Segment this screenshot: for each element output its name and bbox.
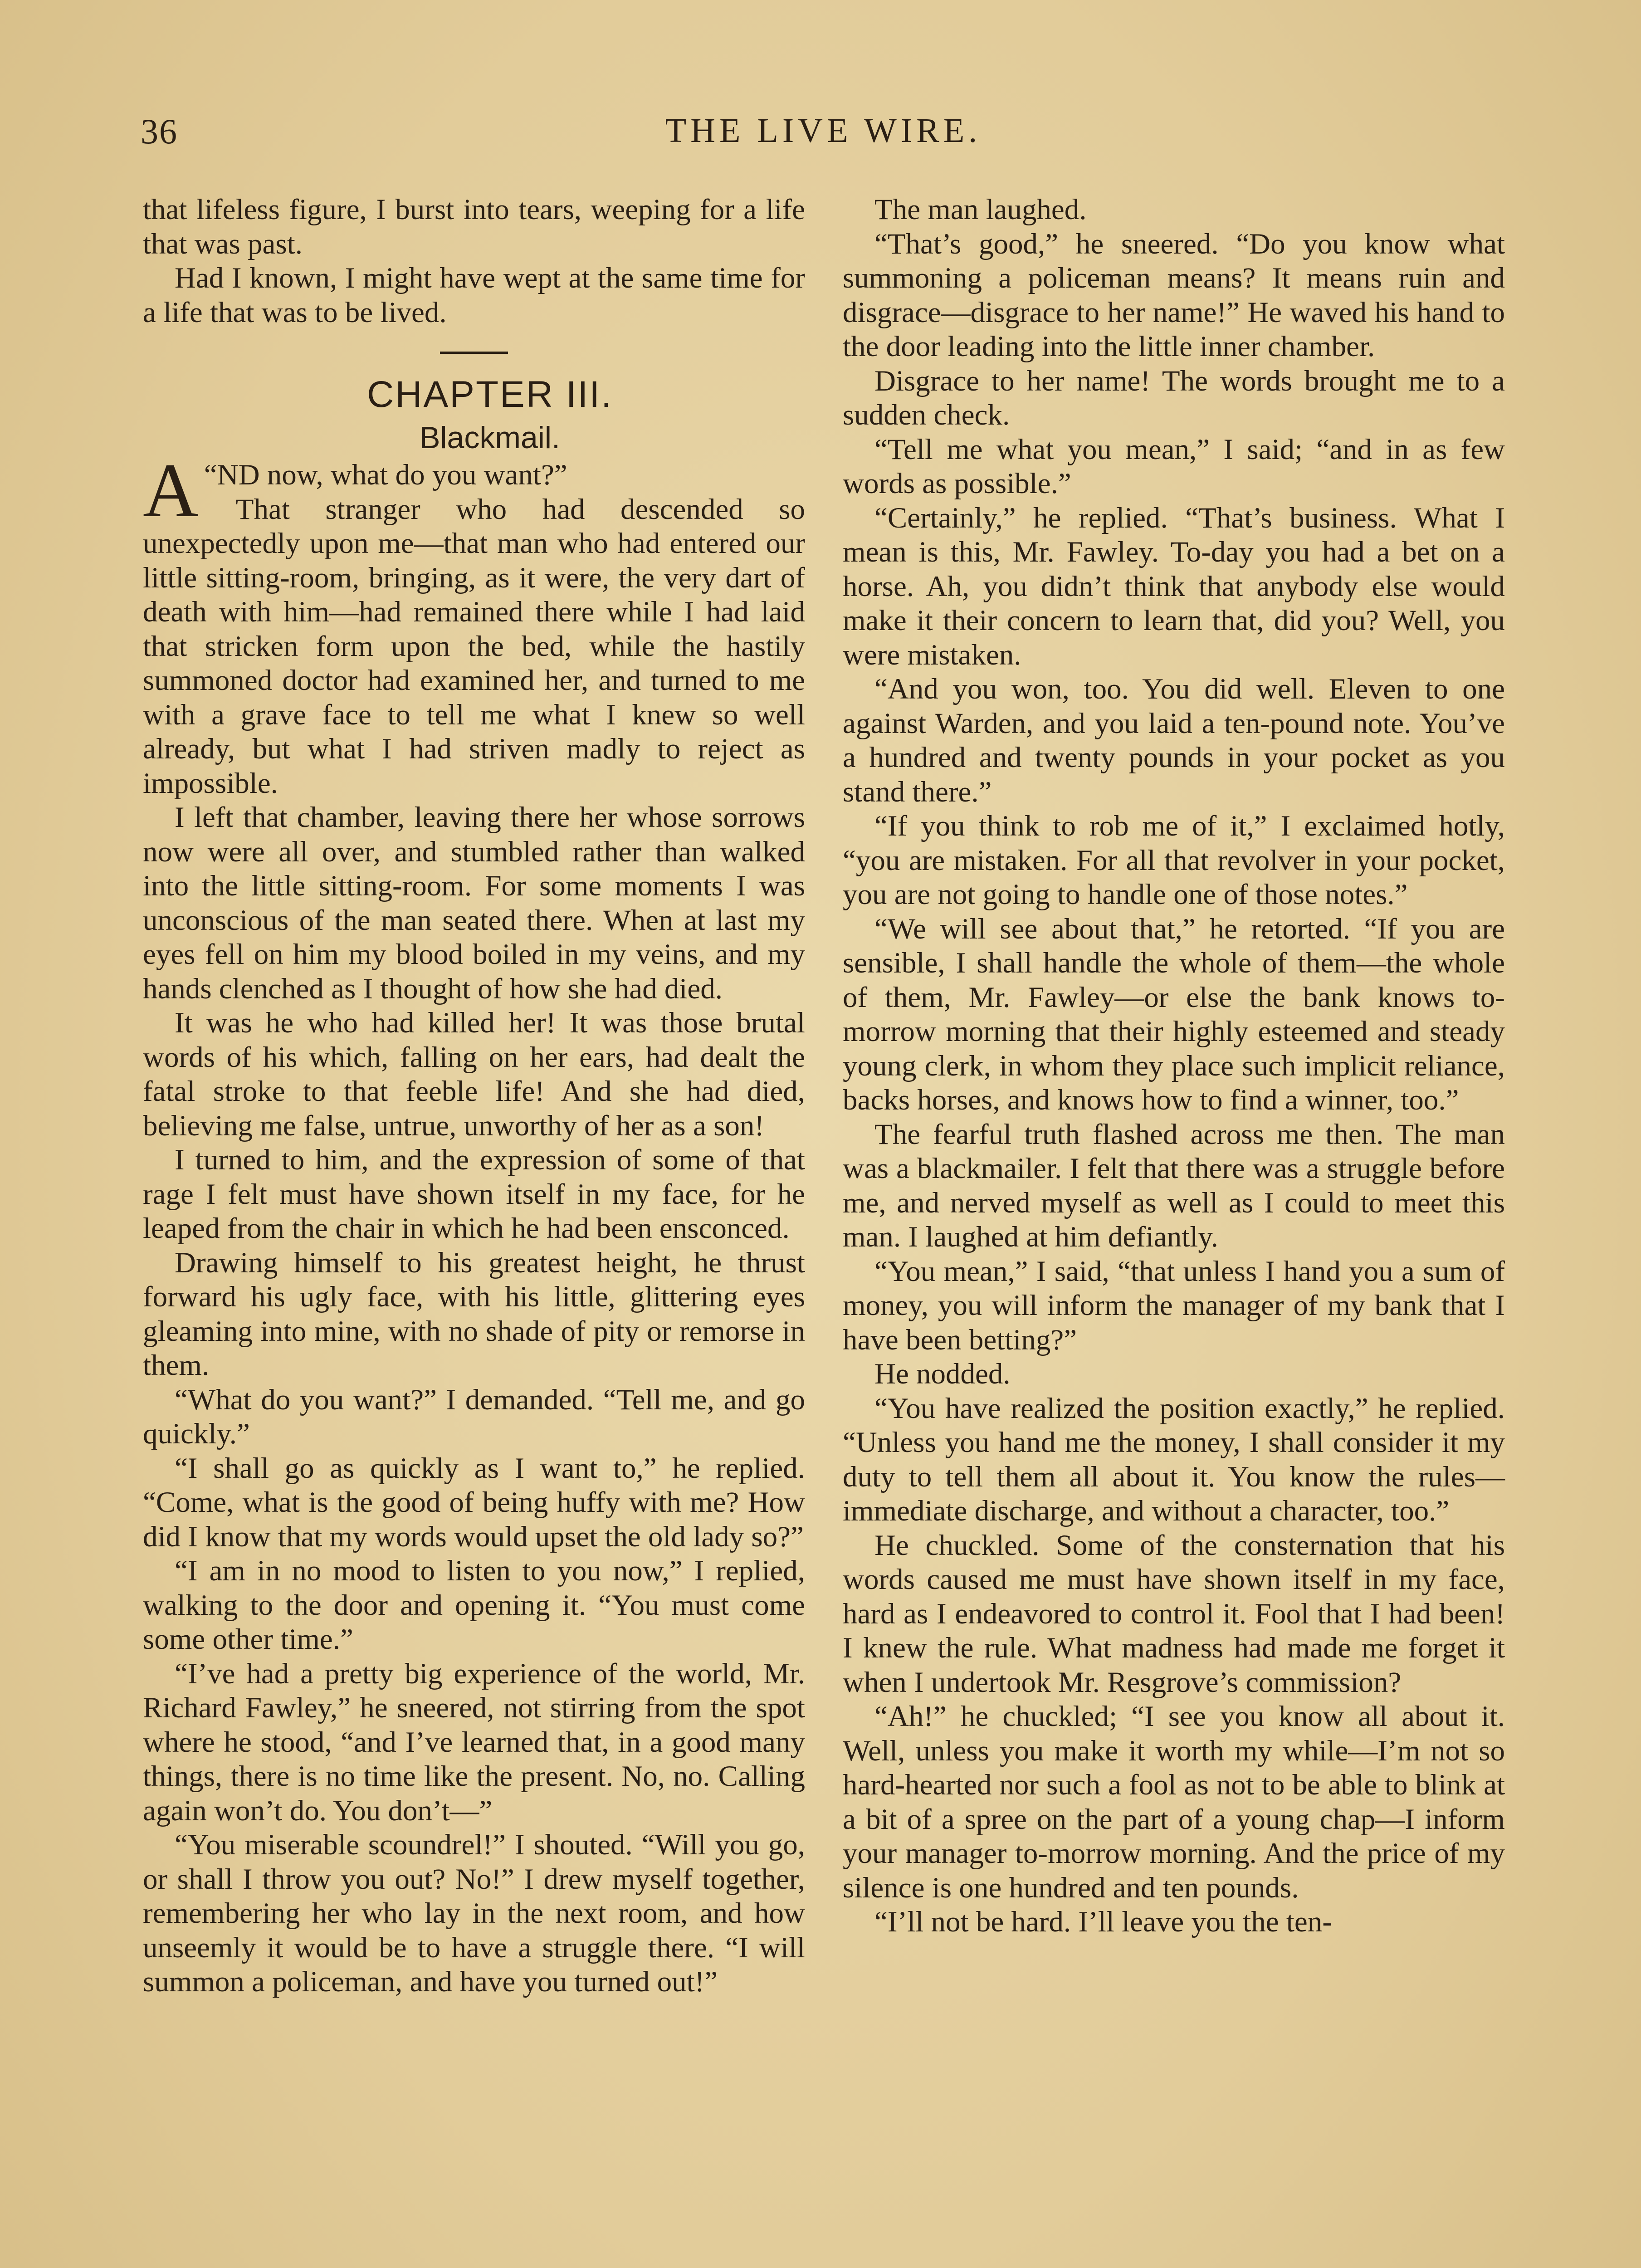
paragraph: Disgrace to her name! The words brought me to a sudden check. <box>843 364 1505 431</box>
paragraph: He chuckled. Some of the consternation that his words caused me must have shown itself in my face, hard as I endeavored to control it. Fool that I had been! I knew the rule. What madness had made me forget it when I undertook Mr. Resgrove’s commission? <box>843 1529 1505 1699</box>
opening-paragraph <box>143 448 805 533</box>
chapter-title: CHAPTER III. <box>367 374 613 415</box>
paragraph: “I’ve had a pretty big experience of the world, Mr. Richard Fawley,” he sneered, not stirring from the spot where he stood, “and I’ve learned that, in a good many things, there is no time like the present. No, no. Calling again won’t do. You don’t—” <box>143 1657 805 1827</box>
paragraph: “I’ll not be hard. I’ll leave you the ten- <box>874 1906 1332 1938</box>
drop-cap: A <box>143 448 199 533</box>
paragraph: I turned to him, and the expression of some of that rage I felt must have shown itself in my face, for he leaped from the chair in which he had been ensconced. <box>143 1144 805 1245</box>
paragraph: “You have realized the position exactly,” he replied. “Unless you hand me the money, I shall consider it my duty to tell them all about it. You know the rules—immediate discharge, and without a character, too.” <box>843 1392 1505 1527</box>
page-number: 36 <box>141 112 178 151</box>
paragraph: “I shall go as quickly as I want to,” he replied. “Come, what is the good of being huffy with me? How did I know that my words would upset the old lady so?” <box>143 1452 805 1553</box>
paragraph: “Certainly,” he replied. “That’s business. What I mean is this, Mr. Fawley. To-day you had a bet on a horse. Ah, you didn’t think that anybody else would make it their concern to learn that, did you? Well, you were mistaken. <box>843 501 1505 671</box>
paragraph: “That’s good,” he sneered. “Do you know what summoning a policeman means? It means ruin and disgrace—disgrace to her name!” He waved his hand to the door leading into the little inner chamber. <box>843 227 1505 363</box>
paragraph: “We will see about that,” he retorted. “If you are sensible, I shall handle the whole of them—the whole of them, Mr. Fawley—or else the bank knows to-morrow morning that their highly esteemed and steady young clerk, in whom they place such implicit reliance, backs horses, and knows how to find a winner, too.” <box>843 912 1505 1116</box>
opening-quote: “ <box>204 459 217 491</box>
left-column <box>143 193 805 1999</box>
opening-text: ND now, what do you want?” <box>217 459 567 491</box>
paragraph: That stranger who had descended so unexpectedly upon me—that man who had entered our little sitting-room, bringing, as it were, the very dart of death with him—had remained there while I had laid that stricken form upon the bed, while the hastily summoned doctor had examined her, and turned to me with a grave face to tell me what I knew so well already, but what I had striven madly to reject as impossible. <box>143 493 805 800</box>
running-head: THE LIVE WIRE. <box>665 112 982 150</box>
section-divider <box>440 352 508 354</box>
paragraph: “Tell me what you mean,” I said; “and in as few words as possible.” <box>843 433 1505 500</box>
paragraph: “Ah!” he chuckled; “I see you know all about it. Well, unless you make it worth my while—I’m not so hard-hearted nor such a fool as not to be able to blink at a bit of a spree on the part of a young chap—I inform your manager to-morrow morning. And the price of my silence is one hundred and ten pounds. <box>843 1700 1505 1904</box>
paragraph: “You miserable scoundrel!” I shouted. “Will you go, or shall I throw you out? No!” I drew myself together, remembering her who lay in the next room, and how unseemly it would be to have a struggle there. “I will summon a policeman, and have you turned out!” <box>143 1828 805 1998</box>
paragraph: Drawing himself to his greatest height, he thrust forward his ugly face, with his little, glittering eyes gleaming into mine, with no shade of pity or remorse in them. <box>143 1246 805 1382</box>
paragraph: “I am in no mood to listen to you now,” I replied, walking to the door and opening it. “You must come some other time.” <box>143 1554 805 1656</box>
paragraph: “And you won, too. You did well. Eleven to one against Warden, and you laid a ten-pound note. You’ve a hundred and twenty pounds in your pocket as you stand there.” <box>843 673 1505 808</box>
chapter-subtitle: Blackmail. <box>420 420 560 455</box>
paragraph: that lifeless figure, I burst into tears, weeping for a life that was past. <box>143 193 805 260</box>
paragraph: “If you think to rob me of it,” I exclaimed hotly, “you are mistaken. For all that revolver in your pocket, you are not going to handle one of those notes.” <box>843 810 1505 911</box>
paragraph: The man laughed. <box>874 193 1087 226</box>
paragraph: “You mean,” I said, “that unless I hand you a sum of money, you will inform the manager of my bank that I have been betting?” <box>843 1255 1505 1356</box>
page-header <box>141 111 1506 166</box>
paragraph: It was he who had killed her! It was those brutal words of his which, falling on her ears, had dealt the fatal stroke to that feeble life! And she had died, believing me false, untrue, unworthy of her as a son! <box>143 1007 805 1142</box>
paragraph: The fearful truth flashed across me then. The man was a blackmailer. I felt that there was a struggle before me, and nerved myself as well as I could to meet this man. I laughed at him defiantly. <box>843 1118 1505 1253</box>
paragraph: He nodded. <box>874 1358 1011 1390</box>
right-column <box>843 193 1505 1940</box>
paragraph: I left that chamber, leaving there her whose sorrows now were all over, and stumbled rather than walked into the little sitting-room. For some moments I was unconscious of the man seated there. When at last my eyes fell on him my blood boiled in my veins, and my hands clenched as I thought of how she had died. <box>143 801 805 1005</box>
paragraph: “What do you want?” I demanded. “Tell me, and go quickly.” <box>143 1383 805 1450</box>
paragraph: Had I known, I might have wept at the same time for a life that was to be lived. <box>143 262 805 329</box>
